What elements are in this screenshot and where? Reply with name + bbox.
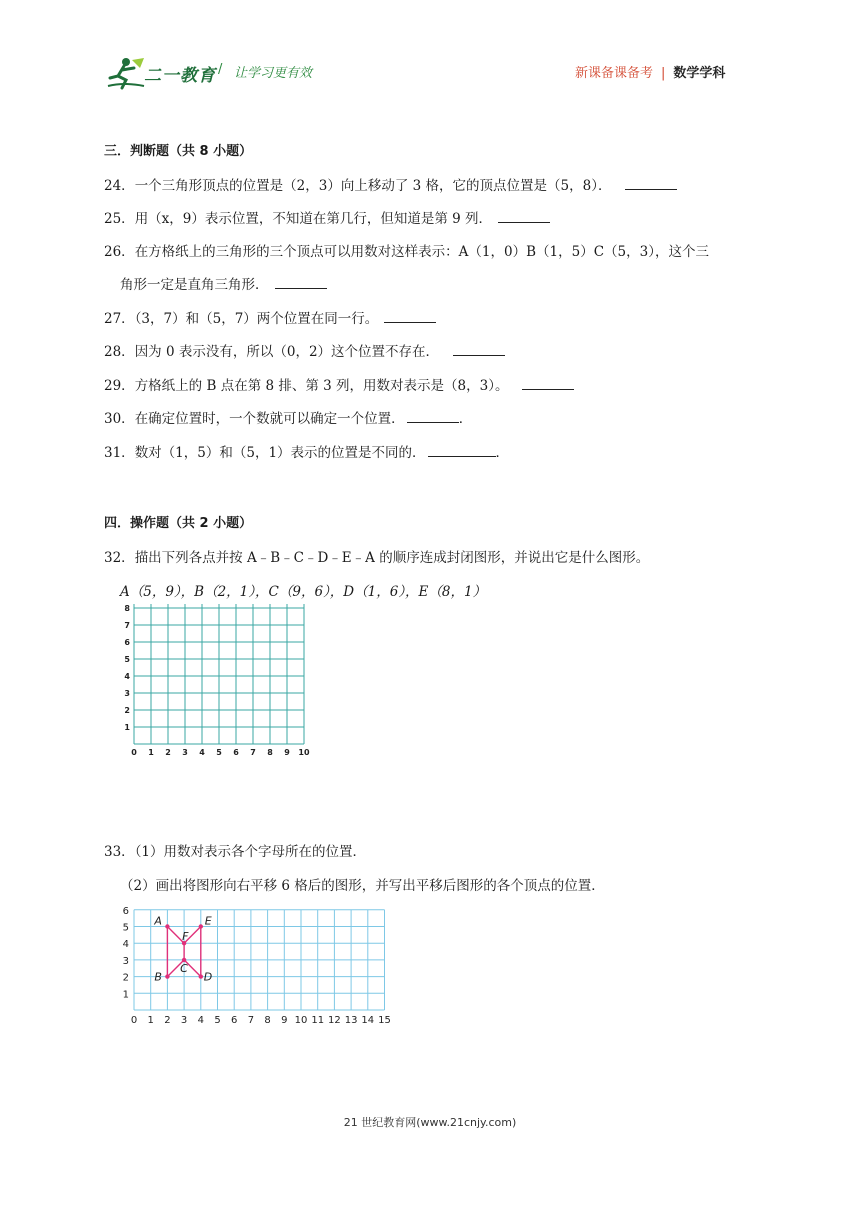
x-tick-label: 9	[284, 748, 290, 757]
answer-blank[interactable]	[428, 444, 496, 457]
answer-blank[interactable]	[453, 343, 505, 356]
question-32-points: A（5，9），B（2，1），C（9，6），D（1，6），E（8，1）	[120, 584, 487, 600]
x-tick-label: 5	[216, 748, 222, 757]
question-32: 32．描出下列各点并按 A﹣B﹣C﹣D﹣E﹣A 的顺序连成封闭图形，并说出它是什么图形。	[104, 550, 650, 566]
point-f-label: F	[182, 930, 189, 944]
question-33: 33．（1）用数对表示各个字母所在的位置．	[104, 844, 367, 860]
x-tick-label: 7	[250, 748, 256, 757]
question-28: 28．因为 0 表示没有，所以（0，2）这个位置不存在．	[104, 340, 505, 360]
answer-blank[interactable]	[498, 210, 550, 223]
logo-text: 二一教育	[144, 66, 216, 86]
header-divider: /	[218, 62, 223, 77]
section-title-judgement: 三．判断题（共 8 小题）	[104, 144, 253, 159]
point-c-label: C	[180, 961, 188, 975]
question-27: 27．（3，7）和（5，7）两个位置在同一行。	[104, 307, 436, 327]
question-31: 31．数对（1，5）和（5，1）表示的位置是不同的． ．	[104, 445, 510, 461]
x-tick-label: 10	[298, 748, 310, 757]
x-tick-label: 5	[214, 1015, 221, 1026]
point-a-label: A	[154, 914, 162, 928]
x-tick-label: 2	[164, 1015, 171, 1026]
question-29: 29．方格纸上的 B 点在第 8 排、第 3 列，用数对表示是（8，3）。	[104, 374, 574, 394]
y-tick-label: 8	[124, 604, 130, 613]
x-tick-label: 15	[378, 1015, 391, 1026]
question-25: 25．用（x，9）表示位置，不知道在第几行，但知道是第 9 列．	[104, 207, 550, 227]
y-tick-label: 7	[124, 621, 130, 630]
header-right: 新课备课备考 | 数学学科	[575, 66, 726, 81]
y-tick-label: 3	[124, 689, 130, 698]
x-tick-label: 8	[264, 1015, 271, 1026]
x-tick-label: 1	[147, 1015, 154, 1026]
x-tick-label: 3	[180, 1015, 188, 1026]
header-course-label: 新课备课备考	[575, 66, 654, 81]
x-tick-label: 3	[182, 748, 188, 757]
y-tick-label: 1	[122, 989, 129, 1001]
x-tick-label: 6	[233, 748, 239, 757]
question-26-line2: 角形一定是直角三角形．	[120, 273, 327, 293]
x-tick-label: 12	[328, 1015, 341, 1026]
x-tick-label: 2	[165, 748, 171, 757]
section-title-operation: 四．操作题（共 2 小题）	[104, 516, 253, 531]
answer-blank[interactable]	[522, 377, 574, 390]
x-tick-label: 14	[361, 1015, 375, 1026]
question-30: 30．在确定位置时，一个数就可以确定一个位置． ．	[104, 411, 473, 427]
answer-blank[interactable]	[407, 410, 459, 423]
header-subject: 数学学科	[673, 66, 726, 81]
header-slogan: 让学习更有效	[234, 66, 313, 81]
y-tick-label: 4	[124, 672, 130, 681]
y-tick-label: 2	[124, 706, 130, 715]
x-tick-label: 9	[281, 1015, 288, 1026]
y-tick-label: 5	[122, 922, 129, 934]
x-tick-label: 6	[231, 1015, 238, 1026]
x-tick-label: 7	[247, 1015, 255, 1026]
y-tick-label: 2	[122, 972, 129, 984]
point-d	[199, 974, 203, 978]
x-tick-label: 8	[267, 748, 273, 757]
point-a	[165, 924, 169, 928]
question-33-part2: （2）画出将图形向右平移 6 格后的图形，并写出平移后图形的各个顶点的位置．	[120, 878, 605, 894]
y-tick-label: 3	[122, 955, 129, 967]
coordinate-grid-2	[116, 904, 396, 1028]
x-tick-label: 0	[131, 748, 137, 757]
point-b-label: B	[154, 970, 162, 984]
x-tick-label: 4	[197, 1015, 204, 1026]
coordinate-grid-1	[116, 604, 316, 760]
x-tick-label: 10	[294, 1015, 308, 1026]
page-footer: 21 世纪教育网(www.21cnjy.com)	[343, 1116, 517, 1129]
answer-blank[interactable]	[625, 177, 677, 190]
y-tick-label: 6	[122, 905, 129, 917]
x-tick-label: 11	[311, 1015, 325, 1026]
y-tick-label: 6	[124, 638, 130, 647]
y-tick-label: 5	[124, 655, 130, 664]
x-tick-label: 0	[130, 1015, 138, 1026]
answer-blank[interactable]	[275, 276, 327, 289]
x-tick-label: 4	[199, 748, 205, 757]
point-b	[165, 974, 169, 978]
point-e	[199, 924, 203, 928]
question-24: 24．一个三角形顶点的位置是（2，3）向上移动了 3 格，它的顶点位置是（5，8）．	[104, 174, 677, 194]
x-tick-label: 1	[148, 748, 154, 757]
y-tick-label: 4	[122, 939, 129, 951]
question-26: 26．在方格纸上的三角形的三个顶点可以用数对这样表示：A（1，0）B（1，5）C（5，3），这个三	[104, 244, 709, 260]
y-tick-label: 1	[124, 723, 130, 732]
point-e-label: E	[204, 914, 212, 928]
x-tick-label: 13	[344, 1015, 358, 1026]
point-d-label: D	[203, 970, 213, 984]
answer-blank[interactable]	[384, 310, 436, 323]
